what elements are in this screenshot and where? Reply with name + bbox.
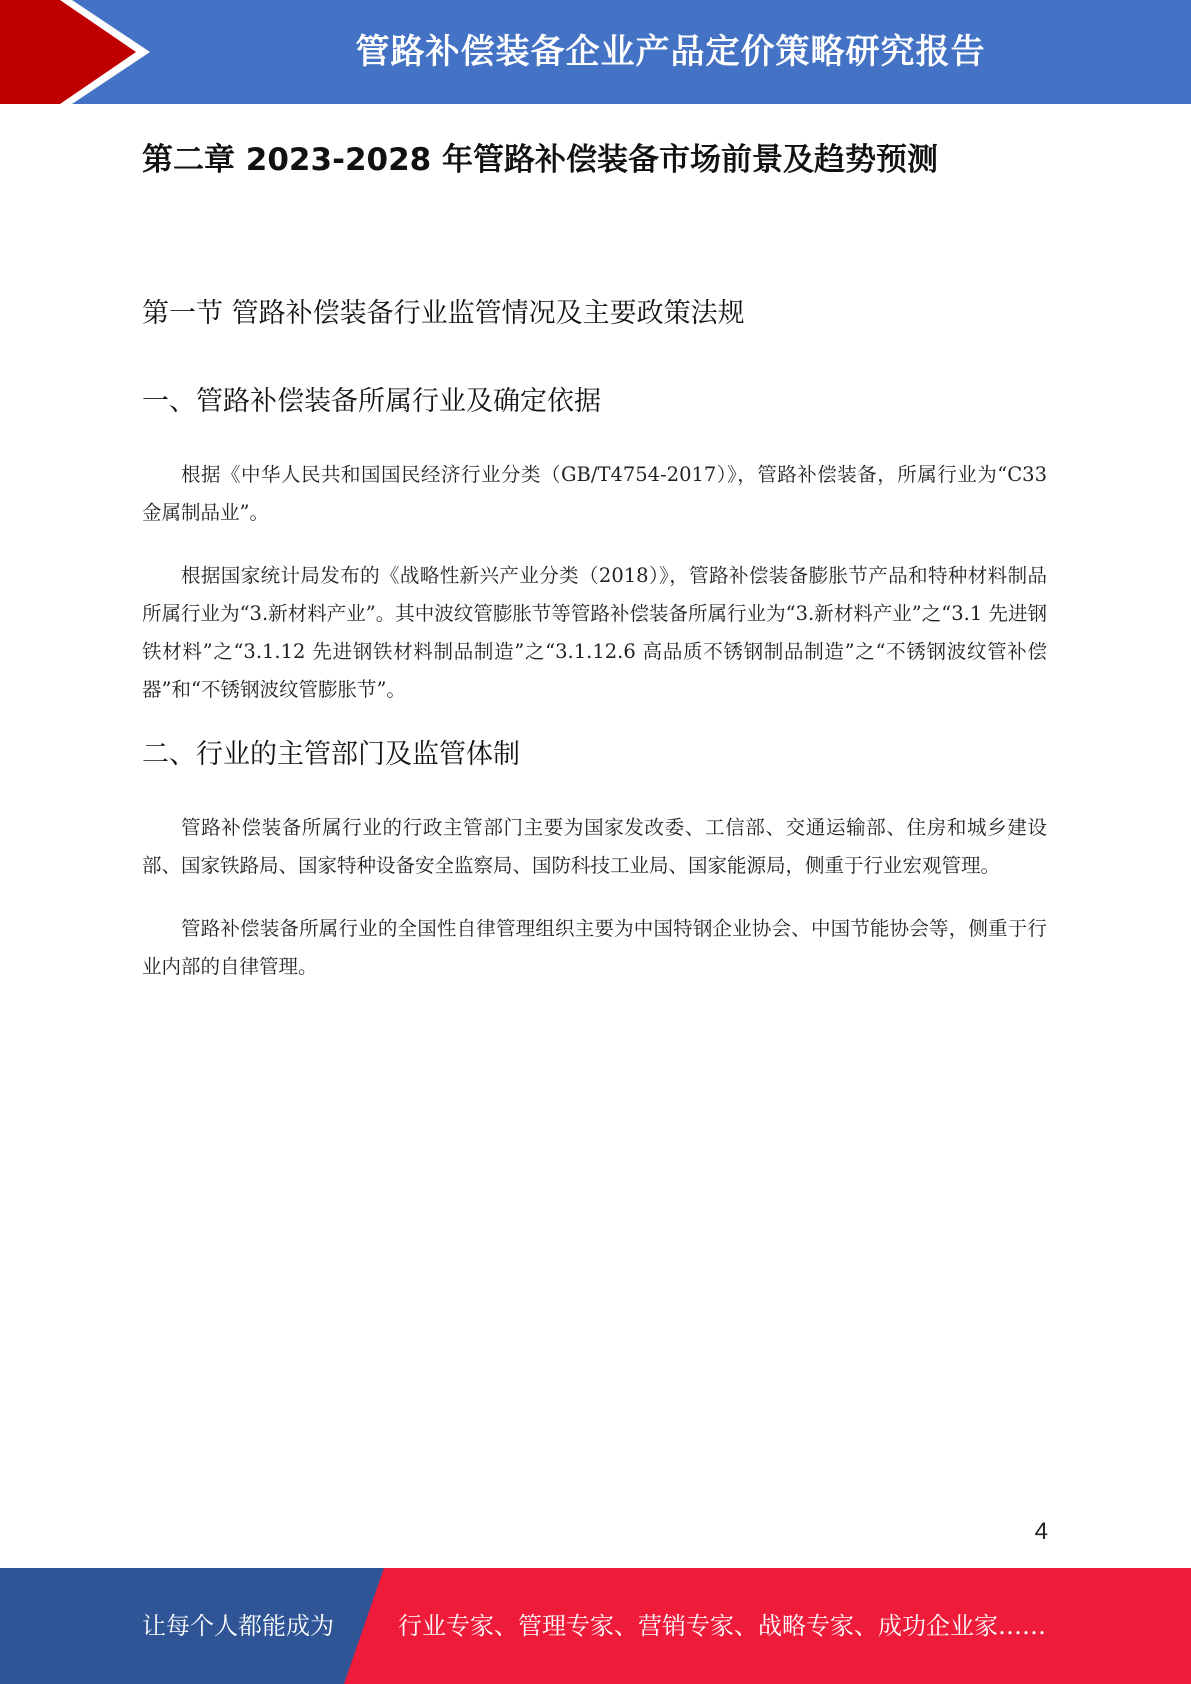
- chapter-title: 第二章 2023-2028 年管路补偿装备市场前景及趋势预测: [142, 142, 939, 178]
- paragraph: 根据国家统计局发布的《战略性新兴产业分类（2018）》，管路补偿装备膨胀节产品和特种材料制品所属行业为“3.新材料产业”。其中波纹管膨胀节等管路补偿装备所属行业为“3.新材料产业”之“3.1 先进钢铁材料”之“3.1.12 先进钢铁材料制品制造”之“3.1.12.6 高品质不锈钢制品制造”之“不锈钢波纹管补偿器”和“不锈钢波纹管膨胀节”。: [142, 564, 1047, 701]
- subsection-title-1: 一、管路补偿装备所属行业及确定依据: [142, 386, 601, 417]
- section-title: 第一节 管路补偿装备行业监管情况及主要政策法规: [142, 298, 745, 329]
- subsection-title-2: 二、行业的主管部门及监管体制: [142, 739, 520, 770]
- footer-slogan-right: 行业专家、管理专家、营销专家、战略专家、成功企业家……: [398, 1612, 1046, 1640]
- footer-slogan-left: 让每个人都能成为: [142, 1612, 334, 1640]
- paragraph: 根据《中华人民共和国国民经济行业分类（GB/T4754-2017）》，管路补偿装备，所属行业为“C33 金属制品业”。: [142, 463, 1047, 524]
- report-title: 管路补偿装备企业产品定价策略研究报告: [355, 32, 986, 72]
- document-body: [142, 130, 1047, 986]
- page-number: 4: [1034, 1518, 1048, 1545]
- paragraph: 管路补偿装备所属行业的行政主管部门主要为国家发改委、工信部、交通运输部、住房和城乡建设部、国家铁路局、国家特种设备安全监察局、国防科技工业局、国家能源局，侧重于行业宏观管理。: [142, 816, 1047, 877]
- header-banner: [0, 0, 1191, 110]
- footer-banner: [0, 1568, 1191, 1684]
- paragraph: 管路补偿装备所属行业的全国性自律管理组织主要为中国特钢企业协会、中国节能协会等，侧重于行业内部的自律管理。: [142, 917, 1047, 978]
